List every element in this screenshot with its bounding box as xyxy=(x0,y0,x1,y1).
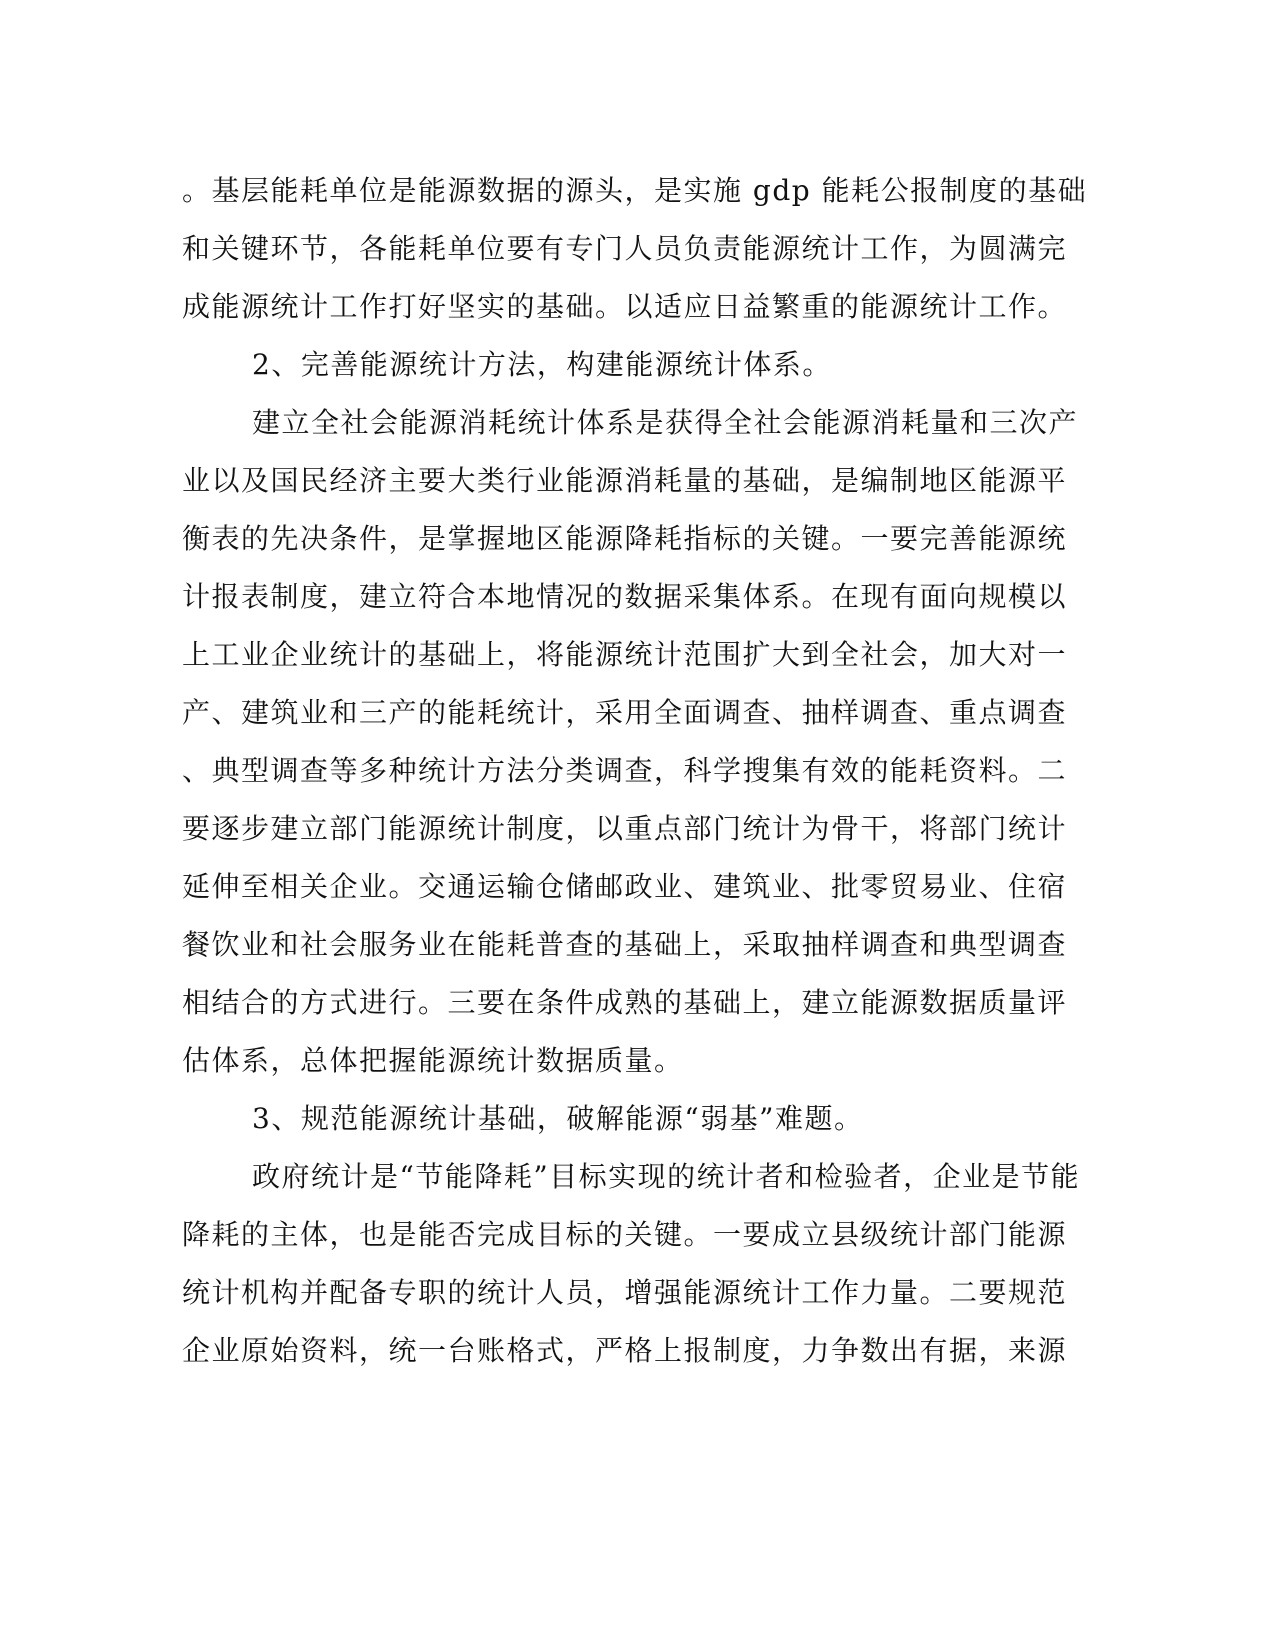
text-line: 要逐步建立部门能源统计制度，以重点部门统计为骨干，将部门统计 xyxy=(182,812,1068,845)
section-heading: 2、完善能源统计方法，构建能源统计体系。 xyxy=(252,348,832,381)
text-line: 。基层能耗单位是能源数据的源头，是实施 gdp 能耗公报制度的基础 xyxy=(182,174,1088,207)
text-line: 政府统计是“节能降耗”目标实现的统计者和检验者，企业是节能 xyxy=(252,1160,1081,1193)
text-line: 上工业企业统计的基础上，将能源统计范围扩大到全社会，加大对一 xyxy=(182,638,1068,671)
text-line: 和关键环节，各能耗单位要有专门人员负责能源统计工作，为圆满完 xyxy=(182,232,1068,265)
text-line: 产、建筑业和三产的能耗统计，采用全面调查、抽样调查、重点调查 xyxy=(182,696,1068,729)
text-line: 成能源统计工作打好坚实的基础。以适应日益繁重的能源统计工作。 xyxy=(182,290,1068,323)
document-body xyxy=(182,162,1088,1380)
text-line: 降耗的主体，也是能否完成目标的关键。一要成立县级统计部门能源 xyxy=(182,1218,1068,1251)
text-line: 建立全社会能源消耗统计体系是获得全社会能源消耗量和三次产 xyxy=(252,406,1079,439)
text-line: 衡表的先决条件，是掌握地区能源降耗指标的关键。一要完善能源统 xyxy=(182,522,1068,555)
text-line: 企业原始资料，统一台账格式，严格上报制度，力争数出有据，来源 xyxy=(182,1334,1068,1367)
text-line: 延伸至相关企业。交通运输仓储邮政业、建筑业、批零贸易业、住宿 xyxy=(182,870,1068,903)
text-line: 餐饮业和社会服务业在能耗普查的基础上，采取抽样调查和典型调查 xyxy=(182,928,1068,961)
text-line: 业以及国民经济主要大类行业能源消耗量的基础，是编制地区能源平 xyxy=(182,464,1068,497)
text-line: 、典型调查等多种统计方法分类调查，科学搜集有效的能耗资料。二 xyxy=(182,754,1068,787)
text-line: 计报表制度，建立符合本地情况的数据采集体系。在现有面向规模以 xyxy=(182,580,1068,613)
text-line: 估体系，总体把握能源统计数据质量。 xyxy=(182,1044,684,1077)
text-line: 相结合的方式进行。三要在条件成熟的基础上，建立能源数据质量评 xyxy=(182,986,1068,1019)
text-line: 统计机构并配备专职的统计人员，增强能源统计工作力量。二要规范 xyxy=(182,1276,1068,1309)
section-heading: 3、规范能源统计基础，破解能源“弱基”难题。 xyxy=(252,1102,864,1135)
